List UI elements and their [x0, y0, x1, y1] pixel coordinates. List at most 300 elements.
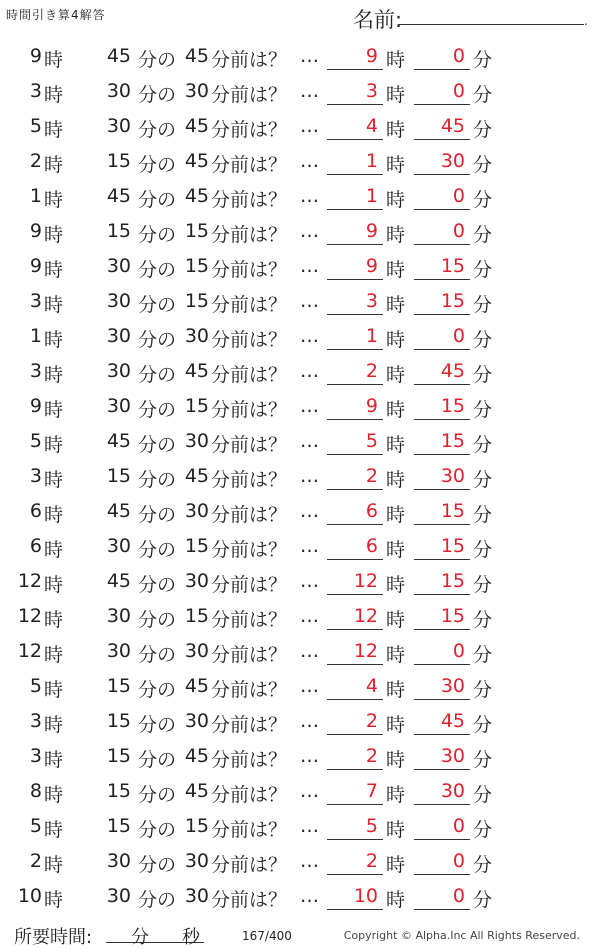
start-minute: 30	[106, 325, 131, 347]
subtract-minutes: 30	[184, 500, 209, 522]
ellipsis: …	[300, 150, 319, 172]
problem-row	[0, 109, 600, 144]
start-hour: 2	[29, 150, 42, 172]
hour-label: 時	[44, 469, 64, 491]
problem-row	[0, 39, 600, 74]
answer-minute-line[interactable]	[414, 384, 470, 385]
answer-hour[interactable]: 9	[365, 220, 378, 242]
answer-hour[interactable]: 12	[353, 640, 378, 662]
subtract-minutes: 30	[184, 430, 209, 452]
start-minute: 45	[106, 45, 131, 67]
subtract-minutes: 30	[184, 885, 209, 907]
problem-row	[0, 704, 600, 739]
answer-hour-label: 時	[386, 679, 406, 701]
before-label: 分前は？	[211, 819, 288, 841]
name-label: 名前:	[353, 8, 403, 32]
start-minute: 15	[106, 710, 131, 732]
subtract-minutes: 15	[184, 535, 209, 557]
answer-hour-line[interactable]	[327, 384, 383, 385]
answer-hour[interactable]: 2	[365, 465, 378, 487]
problem-row	[0, 739, 600, 774]
answer-minute-label: 分	[473, 259, 493, 281]
answer-hour-line[interactable]	[327, 734, 383, 735]
start-hour: 9	[29, 220, 42, 242]
before-label: 分前は？	[211, 49, 288, 71]
answer-minute-line[interactable]	[414, 489, 470, 490]
start-minute: 15	[106, 815, 131, 837]
answer-hour-line[interactable]	[327, 279, 383, 280]
before-label: 分前は？	[211, 84, 288, 106]
answer-minute-label: 分	[473, 714, 493, 736]
answer-minute[interactable]: 0	[452, 640, 465, 662]
answer-minute[interactable]: 30	[440, 150, 465, 172]
answer-hour-line[interactable]	[327, 594, 383, 595]
problem-row	[0, 669, 600, 704]
before-label: 分前は？	[211, 364, 288, 386]
subtract-minutes: 30	[184, 80, 209, 102]
answer-minute[interactable]: 0	[452, 220, 465, 242]
start-hour: 6	[29, 535, 42, 557]
problem-list	[0, 39, 600, 914]
subtract-minutes: 15	[184, 255, 209, 277]
answer-hour-label: 時	[386, 259, 406, 281]
start-hour: 3	[29, 80, 42, 102]
hour-label: 時	[44, 819, 64, 841]
hour-label: 時	[44, 434, 64, 456]
subtract-minutes: 30	[184, 570, 209, 592]
before-label: 分前は？	[211, 119, 288, 141]
ellipsis: …	[300, 290, 319, 312]
answer-hour-label: 時	[386, 154, 406, 176]
start-hour: 3	[29, 360, 42, 382]
start-minute: 45	[106, 430, 131, 452]
answer-minute[interactable]: 15	[440, 290, 465, 312]
ellipsis: …	[300, 640, 319, 662]
answer-minute-line[interactable]	[414, 69, 470, 70]
answer-hour-label: 時	[386, 364, 406, 386]
answer-minute-line[interactable]	[414, 139, 470, 140]
required-time-label: 所要時間:	[14, 927, 93, 948]
start-hour: 3	[29, 465, 42, 487]
answer-hour[interactable]: 6	[365, 535, 378, 557]
answer-minute[interactable]: 45	[440, 360, 465, 382]
answer-minute-line[interactable]	[414, 209, 470, 210]
name-end-mark: .	[584, 14, 588, 28]
answer-minute-label: 分	[473, 469, 493, 491]
answer-hour[interactable]: 7	[365, 780, 378, 802]
answer-minute-label: 分	[473, 679, 493, 701]
problem-row	[0, 284, 600, 319]
start-hour: 9	[29, 255, 42, 277]
start-minute: 15	[106, 745, 131, 767]
minute-of-label: 分の	[138, 224, 177, 246]
start-hour: 1	[29, 185, 42, 207]
before-label: 分前は？	[211, 294, 288, 316]
answer-hour-line[interactable]	[327, 104, 383, 105]
answer-minute-line[interactable]	[414, 769, 470, 770]
answer-minute-label: 分	[473, 644, 493, 666]
answer-hour[interactable]: 2	[365, 360, 378, 382]
ellipsis: …	[300, 535, 319, 557]
start-hour: 12	[17, 640, 42, 662]
problem-row	[0, 459, 600, 494]
subtract-minutes: 15	[184, 220, 209, 242]
answer-minute-line[interactable]	[414, 559, 470, 560]
answer-hour-line[interactable]	[327, 174, 383, 175]
answer-minute[interactable]: 15	[440, 255, 465, 277]
problem-row	[0, 319, 600, 354]
hour-label: 時	[44, 224, 64, 246]
minute-of-label: 分の	[138, 329, 177, 351]
hour-label: 時	[44, 644, 64, 666]
answer-hour[interactable]: 5	[365, 430, 378, 452]
answer-hour-line[interactable]	[327, 874, 383, 875]
answer-minute-line[interactable]	[414, 874, 470, 875]
answer-minute-label: 分	[473, 399, 493, 421]
start-minute: 45	[106, 500, 131, 522]
answer-minute-line[interactable]	[414, 279, 470, 280]
answer-hour-line[interactable]	[327, 489, 383, 490]
hour-label: 時	[44, 539, 64, 561]
ellipsis: …	[300, 710, 319, 732]
answer-hour-line[interactable]	[327, 629, 383, 630]
answer-minute-line[interactable]	[414, 174, 470, 175]
hour-label: 時	[44, 329, 64, 351]
answer-minute[interactable]: 15	[440, 535, 465, 557]
hour-label: 時	[44, 504, 64, 526]
hour-label: 時	[44, 714, 64, 736]
start-hour: 5	[29, 815, 42, 837]
answer-hour-line[interactable]	[327, 419, 383, 420]
answer-hour-label: 時	[386, 889, 406, 911]
before-label: 分前は？	[211, 434, 288, 456]
before-label: 分前は？	[211, 469, 288, 491]
start-minute: 45	[106, 185, 131, 207]
ellipsis: …	[300, 885, 319, 907]
ellipsis: …	[300, 395, 319, 417]
start-hour: 3	[29, 290, 42, 312]
start-minute: 30	[106, 850, 131, 872]
hour-label: 時	[44, 784, 64, 806]
problem-row	[0, 249, 600, 284]
start-hour: 5	[29, 430, 42, 452]
answer-minute-label: 分	[473, 574, 493, 596]
answer-hour-label: 時	[386, 854, 406, 876]
answer-hour-line[interactable]	[327, 804, 383, 805]
answer-minute-line[interactable]	[414, 594, 470, 595]
subtract-minutes: 15	[184, 605, 209, 627]
minute-of-label: 分の	[138, 294, 177, 316]
answer-minute-label: 分	[473, 329, 493, 351]
answer-minute-label: 分	[473, 49, 493, 71]
answer-hour-label: 時	[386, 714, 406, 736]
before-label: 分前は？	[211, 854, 288, 876]
answer-hour-line[interactable]	[327, 559, 383, 560]
hour-label: 時	[44, 119, 64, 141]
start-minute: 30	[106, 360, 131, 382]
subtract-minutes: 30	[184, 850, 209, 872]
minute-of-label: 分の	[138, 679, 177, 701]
minute-of-label: 分の	[138, 399, 177, 421]
ellipsis: …	[300, 80, 319, 102]
before-label: 分前は？	[211, 784, 288, 806]
answer-hour-line[interactable]	[327, 664, 383, 665]
name-field-line[interactable]	[398, 24, 584, 25]
problem-row	[0, 879, 600, 914]
hour-label: 時	[44, 854, 64, 876]
minute-of-label: 分の	[138, 49, 177, 71]
answer-minute-line[interactable]	[414, 734, 470, 735]
ellipsis: …	[300, 815, 319, 837]
before-label: 分前は？	[211, 574, 288, 596]
minute-of-label: 分の	[138, 539, 177, 561]
problem-row	[0, 599, 600, 634]
hour-label: 時	[44, 189, 64, 211]
ellipsis: …	[300, 500, 319, 522]
answer-hour-label: 時	[386, 434, 406, 456]
minute-of-label: 分の	[138, 154, 177, 176]
answer-minute[interactable]: 15	[440, 430, 465, 452]
minute-of-label: 分の	[138, 259, 177, 281]
minute-of-label: 分の	[138, 714, 177, 736]
answer-minute-label: 分	[473, 294, 493, 316]
answer-minute-label: 分	[473, 189, 493, 211]
answer-minute-line[interactable]	[414, 454, 470, 455]
answer-minute-line[interactable]	[414, 349, 470, 350]
start-minute: 30	[106, 640, 131, 662]
answer-minute[interactable]: 30	[440, 465, 465, 487]
answer-minute-line[interactable]	[414, 699, 470, 700]
answer-hour[interactable]: 4	[365, 675, 378, 697]
minute-of-label: 分の	[138, 819, 177, 841]
before-label: 分前は？	[211, 224, 288, 246]
answer-minute-line[interactable]	[414, 664, 470, 665]
answer-hour[interactable]: 1	[365, 325, 378, 347]
minute-of-label: 分の	[138, 504, 177, 526]
subtract-minutes: 45	[184, 675, 209, 697]
required-time-minute: 分	[131, 927, 149, 948]
problem-row	[0, 424, 600, 459]
answer-minute[interactable]: 30	[440, 675, 465, 697]
answer-hour[interactable]: 2	[365, 710, 378, 732]
answer-minute-line[interactable]	[414, 804, 470, 805]
ellipsis: …	[300, 325, 319, 347]
problem-row	[0, 809, 600, 844]
start-minute: 30	[106, 255, 131, 277]
start-hour: 2	[29, 850, 42, 872]
start-hour: 3	[29, 745, 42, 767]
answer-hour-line[interactable]	[327, 209, 383, 210]
answer-hour-line[interactable]	[327, 314, 383, 315]
answer-minute[interactable]: 45	[440, 710, 465, 732]
start-minute: 30	[106, 290, 131, 312]
answer-hour[interactable]: 1	[365, 150, 378, 172]
minute-of-label: 分の	[138, 364, 177, 386]
start-minute: 45	[106, 570, 131, 592]
answer-hour-label: 時	[386, 399, 406, 421]
answer-minute-line[interactable]	[414, 314, 470, 315]
answer-hour-label: 時	[386, 539, 406, 561]
answer-hour-label: 時	[386, 504, 406, 526]
answer-minute[interactable]: 15	[440, 605, 465, 627]
subtract-minutes: 15	[184, 815, 209, 837]
ellipsis: …	[300, 570, 319, 592]
minute-of-label: 分の	[138, 854, 177, 876]
answer-minute[interactable]: 0	[452, 45, 465, 67]
answer-minute[interactable]: 15	[440, 500, 465, 522]
problem-row	[0, 844, 600, 879]
answer-hour-line[interactable]	[327, 769, 383, 770]
answer-hour-line[interactable]	[327, 699, 383, 700]
answer-minute[interactable]: 0	[452, 185, 465, 207]
answer-hour[interactable]: 3	[365, 80, 378, 102]
answer-hour[interactable]: 2	[365, 745, 378, 767]
answer-minute-line[interactable]	[414, 524, 470, 525]
answer-minute-label: 分	[473, 119, 493, 141]
answer-hour[interactable]: 1	[365, 185, 378, 207]
hour-label: 時	[44, 749, 64, 771]
hour-label: 時	[44, 49, 64, 71]
answer-hour-line[interactable]	[327, 69, 383, 70]
answer-minute[interactable]: 45	[440, 115, 465, 137]
before-label: 分前は？	[211, 749, 288, 771]
subtract-minutes: 30	[184, 640, 209, 662]
answer-hour-line[interactable]	[327, 244, 383, 245]
answer-hour[interactable]: 4	[365, 115, 378, 137]
answer-minute-label: 分	[473, 154, 493, 176]
start-hour: 3	[29, 710, 42, 732]
before-label: 分前は？	[211, 504, 288, 526]
answer-minute[interactable]: 0	[452, 885, 465, 907]
start-minute: 30	[106, 605, 131, 627]
answer-hour[interactable]: 2	[365, 850, 378, 872]
start-hour: 8	[29, 780, 42, 802]
subtract-minutes: 45	[184, 185, 209, 207]
answer-hour-label: 時	[386, 644, 406, 666]
start-minute: 30	[106, 80, 131, 102]
hour-label: 時	[44, 609, 64, 631]
footer	[0, 920, 600, 949]
hour-label: 時	[44, 679, 64, 701]
start-hour: 9	[29, 395, 42, 417]
answer-hour-label: 時	[386, 224, 406, 246]
start-hour: 6	[29, 500, 42, 522]
ellipsis: …	[300, 185, 319, 207]
start-minute: 15	[106, 780, 131, 802]
start-hour: 12	[17, 605, 42, 627]
subtract-minutes: 15	[184, 395, 209, 417]
answer-minute[interactable]: 0	[452, 325, 465, 347]
start-minute: 15	[106, 465, 131, 487]
before-label: 分前は？	[211, 889, 288, 911]
answer-minute[interactable]: 0	[452, 815, 465, 837]
answer-hour-label: 時	[386, 84, 406, 106]
minute-of-label: 分の	[138, 749, 177, 771]
start-minute: 30	[106, 115, 131, 137]
minute-of-label: 分の	[138, 469, 177, 491]
ellipsis: …	[300, 255, 319, 277]
ellipsis: …	[300, 45, 319, 67]
answer-minute-line[interactable]	[414, 104, 470, 105]
answer-minute[interactable]: 0	[452, 80, 465, 102]
answer-minute-line[interactable]	[414, 839, 470, 840]
start-minute: 15	[106, 675, 131, 697]
copyright: Copyright © Alpha.Inc All Rights Reserved.	[343, 929, 580, 942]
problem-row	[0, 529, 600, 564]
minute-of-label: 分の	[138, 84, 177, 106]
answer-minute-label: 分	[473, 749, 493, 771]
answer-minute[interactable]: 0	[452, 850, 465, 872]
subtract-minutes: 45	[184, 745, 209, 767]
answer-hour[interactable]: 10	[353, 885, 378, 907]
worksheet-title: 時間引き算4解答	[6, 8, 106, 22]
answer-minute[interactable]: 15	[440, 395, 465, 417]
subtract-minutes: 30	[184, 325, 209, 347]
answer-hour-label: 時	[386, 469, 406, 491]
answer-hour-line[interactable]	[327, 139, 383, 140]
subtract-minutes: 45	[184, 115, 209, 137]
before-label: 分前は？	[211, 399, 288, 421]
start-hour: 9	[29, 45, 42, 67]
answer-hour[interactable]: 3	[365, 290, 378, 312]
answer-minute-label: 分	[473, 84, 493, 106]
ellipsis: …	[300, 850, 319, 872]
answer-minute-line[interactable]	[414, 244, 470, 245]
answer-hour-label: 時	[386, 49, 406, 71]
answer-minute-label: 分	[473, 609, 493, 631]
answer-hour[interactable]: 5	[365, 815, 378, 837]
answer-hour-line[interactable]	[327, 454, 383, 455]
answer-minute[interactable]: 30	[440, 745, 465, 767]
before-label: 分前は？	[211, 154, 288, 176]
minute-of-label: 分の	[138, 119, 177, 141]
minute-of-label: 分の	[138, 644, 177, 666]
answer-hour-line[interactable]	[327, 839, 383, 840]
answer-hour-line[interactable]	[327, 909, 383, 910]
answer-minute[interactable]: 15	[440, 570, 465, 592]
minute-of-label: 分の	[138, 784, 177, 806]
minute-of-label: 分の	[138, 889, 177, 911]
answer-minute-line[interactable]	[414, 419, 470, 420]
answer-minute-line[interactable]	[414, 629, 470, 630]
answer-hour-label: 時	[386, 329, 406, 351]
before-label: 分前は？	[211, 539, 288, 561]
minute-of-label: 分の	[138, 189, 177, 211]
answer-hour-line[interactable]	[327, 349, 383, 350]
problem-row	[0, 144, 600, 179]
problem-row	[0, 389, 600, 424]
ellipsis: …	[300, 430, 319, 452]
answer-hour-label: 時	[386, 189, 406, 211]
answer-hour-line[interactable]	[327, 524, 383, 525]
answer-hour[interactable]: 12	[353, 605, 378, 627]
answer-hour[interactable]: 9	[365, 395, 378, 417]
answer-minute-label: 分	[473, 889, 493, 911]
required-time-second: 秒	[182, 927, 200, 948]
answer-hour[interactable]: 12	[353, 570, 378, 592]
start-minute: 30	[106, 535, 131, 557]
problem-row	[0, 494, 600, 529]
answer-minute[interactable]: 30	[440, 780, 465, 802]
before-label: 分前は？	[211, 679, 288, 701]
answer-hour[interactable]: 6	[365, 500, 378, 522]
answer-hour[interactable]: 9	[365, 45, 378, 67]
answer-minute-label: 分	[473, 504, 493, 526]
problem-row	[0, 179, 600, 214]
answer-hour[interactable]: 9	[365, 255, 378, 277]
subtract-minutes: 45	[184, 465, 209, 487]
answer-minute-line[interactable]	[414, 909, 470, 910]
